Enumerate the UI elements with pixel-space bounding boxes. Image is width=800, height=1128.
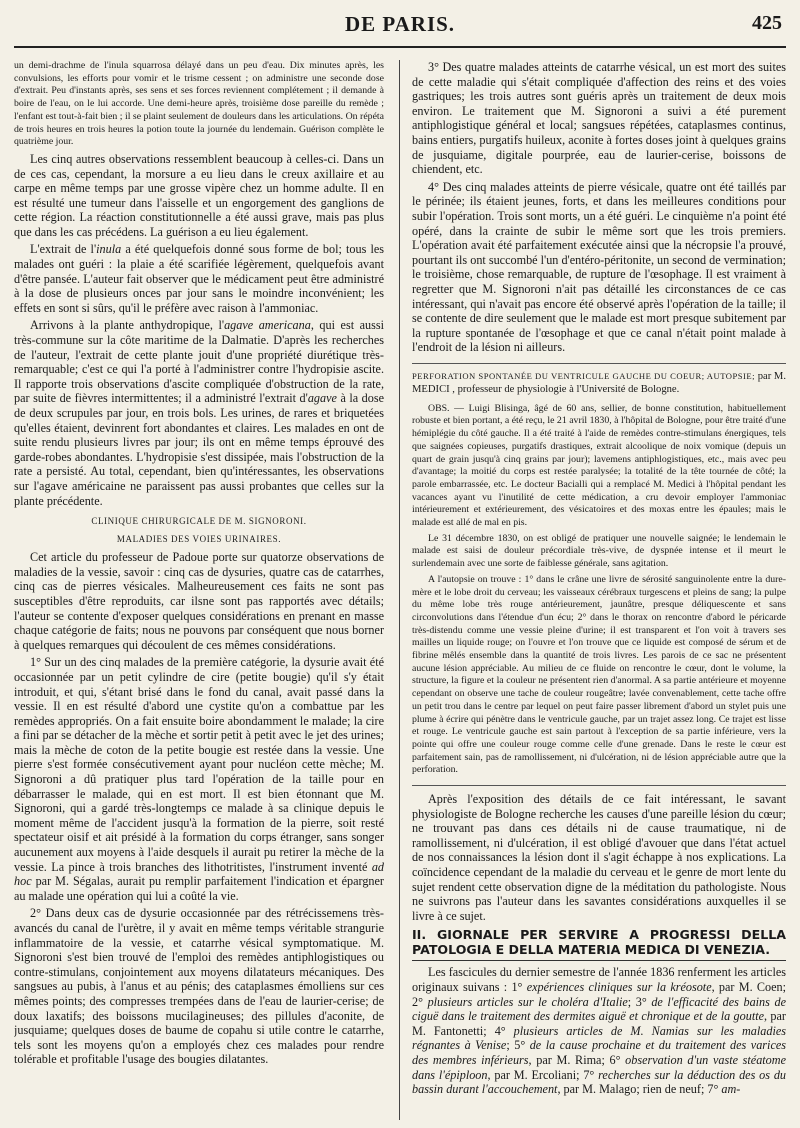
paragraph: Arrivons à la plante anthydropique, l'agave americana, qui est aussi très-commune sur la côte maritime de la Dalmatie. D'après les recherches de l'auteur, l'extrait de cette plante jouit d'une propriété diurétique très-remarquable; c'est ce qui l'a porté à l'administrer contre l'hydropisie ascite. Il rapporte trois observations d'ascite compliquée d'obstruction de la rate, par suite de fièvres intermittentes; il a administré l'extrait d'agave à la dose de deux scrupules par jour, en trois bols. Les urines, de rares et briquetées qu'elles étaient, devinrent fort abondantes et claires. Les malades en ont de suite rendu plusieurs livres par jour; ils ont en même temps éprouvé des garde-robes abondantes. L'hydropisie s'est dissipée, mais l'obstruction de la rate a persisté. Au total, cependant, bien qu'intéressantes, les observations sur l'agave américaine ne paraissent pas aussi probantes que celles sur la plante précédente.: [14, 318, 384, 508]
section-rule: [412, 785, 786, 786]
paragraph: Les fascicules du dernier semestre de l'année 1836 renferment les articles originaux suivans : 1° expériences cliniques sur la kréosote, par M. Coen; 2° plusieurs articles sur le choléra d'Italie; 3° de l'efficacité des bains de ciguë dans le traitement des dermites aiguë et chronique et de la goutte, par M. Fantonetti; 4° plusieurs articles de M. Namias sur les maladies régnantes à Venise; 5° de la cause prochaine et du traitement des varices des membres inférieurs, par M. Rima; 6° observation d'un vaste stéatome dans l'épiploon, par M. Ercoliani; 7° recherches sur la déduction des os du bassin durant l'accouchement, par M. Malago; rien de neuf; 7° am-: [412, 965, 786, 1097]
paragraph: Après l'exposition des détails de ce fait intéressant, le savant physiologiste de Bologne recherche les causes d'une pareille lésion du cœur; ne trouvant pas dans ces détails ni de cause traumatique, ni de ramollissement, ni d'ulcération, il est obligé d'avouer que dans l'état actuel de nos connaissances la lésion dont il s'agit échappe à nos explications. La coïncidence cependant de la maladie du cerveau et le genre de mort lente du sujet rendent cette observation digne de la méditation du pathologiste. Nous ne suivrons pas l'auteur dans les savantes considérations auxquelles il se livre à ce sujet.: [412, 792, 786, 923]
paragraph: 4° Des cinq malades atteints de pierre vésicale, quatre ont été taillés par le périnée; ils étaient jeunes, forts, et dans les meilleures conditions pour subir l'opération. Trois sont morts, un a été guéri. Le cinquième n'a point été opéré, dans la crainte de subir le même sort que les trois premiers. L'opération avait été parfaitement exécutée ainsi que la nécropsie l'a prouvé, pourtant ils ont succombé l'un d'entéro-péritonite, un second de vermination; le troisième, chose remarquable, de rupture de l'œsophage. Il est vraiment à regretter que M. Signoroni n'ait pas détaillé les circonstances de ce cas intéressant, qui n'avait pas encore été observé après l'opération de la taille; il se contente de dire seulement que le malade est mort presque subitement par la rupture spontanée de l'œsophage et que ce canal n'était point malade à l'endroit de la lésion ni ailleurs.: [412, 179, 786, 355]
paragraph: L'extrait de l'inula a été quelquefois donné sous forme de bol; tous les malades ont guéri : la plaie a été scarifiée légèrement, quelquefois avant d'être pansée. L'auteur fait observer que le médicament peut être administré à la dose de plusieurs onces par jour sans le moindre inconvénient; les effets en sont si sûrs, qu'il le préfère avec raison à l'ammoniac.: [14, 242, 384, 315]
article-heading: PERFORATION SPONTANÉE DU VENTRICULE GAUCHE DU COEUR; AUTOPSIE; par M. MEDICI , professeur de physiologie à l'Université de Bologne.: [412, 370, 786, 396]
section-heading: CLINIQUE CHIRURGICALE DE M. SIGNORONI.: [91, 516, 307, 527]
section-subheading: MALADIES DES VOIES URINAIRES.: [116, 534, 282, 545]
paragraph: 2° Dans deux cas de dysurie occasionnée par des rétrécissemens très-avancés du canal de l'urètre, il y avait en même temps véritable strangurie inflammatoire de la vessie, et catarrhe vésical symptomatique. M. Signoroni s'est bien trouvé de l'emploi des remèdes antiphlogistiques ou contre-stimulans, conjointement aux moyens dilatateurs mécaniques. Des sangsues au pubis, à l'anus et au pénis; des cataplasmes émolliens sur ces mêmes points; des compresses trempées dans de l'eau de laurier-cerise; de doux laxatifs; des boissons mucilagineuses; des pillules d'aconite, de jusquiame; quelques doses de baume de copahu si utile contre le catarrhe, tels sont les moyens qu'on a employés chez ces malades pour rendre tolérable et profitable l'usage des bougies dilatantes.: [14, 906, 384, 1067]
page-number: 425: [752, 12, 782, 34]
page-header: [14, 10, 786, 48]
running-title: DE PARIS.: [344, 12, 456, 36]
journal-heading: II. GIORNALE PER SERVIRE A PROGRESSI DELLA PATOLOGIA E DELLA MATERIA MEDICA DI VENEZIA.: [412, 927, 786, 961]
left-column: [14, 60, 384, 1120]
observation-paragraph: OBS. — Luigi Blisinga, âgé de 60 ans, sellier, de bonne constitution, habituellement robuste et bien portant, a été reçu, le 21 avril 1830, à l'hôpital de Bologne, pour être traité d'une hémiplégie du côté gauche. Il a été traité à l'aide de remèdes contre-stimulans énergiques, tels que saignées copieuses, purgatifs drastiques, extrait alcoolique de noix vomique (depuis un quart de grain jusqu'à cinq grains par jour); lavemens antiphlogistiques, etc., mais avec peu d'avantage; la moitié du corps est restée paralysée; la totalité de la tête tournée de côté; la parole embarrassée, etc. Le docteur Bacialli qui a remplacé M. Medici à l'hôpital pendant les vacances ayant vu l'inutilité de cette médication, a cru devoir employer l'ammoniac intérieurement et extérieurement, des vésicatoires et des moxas entre les épaules; mais le malade est allé de mal en pis.: [412, 402, 786, 529]
section-rule: [412, 363, 786, 364]
paragraph: 1° Sur un des cinq malades de la première catégorie, la dysurie avait été occasionnée par un petit cylindre de cire (petite bougie) qu'il s'y était introduit, et qui, s'étant brisé dans le fond du canal, avait passé dans la vessie. Il en est résulté d'abord une cystite qu'on a combattue par les remèdes appropriés. On a fait ensuite boire abondamment le malade; la cire a fini par se détacher de la mèche et sortir petit à petit avec le jet des urines; mais la mèche de coton de la petite bougie est restée dans la vessie. Une pierre s'est formée consécutivement ayant pour nucléon cette mèche; M. Signoroni a dû pratiquer plus tard l'opération de la taille pour en débarrasser le malade, qui en est mort. Il est bien étonnant que M. Signoroni, qui a gardé très-longtemps ce malade à sa clinique depuis le moment même de l'accident jusqu'à la formation de la pierre, soit resté spectateur oisif et ait présidé à la formation du corps étranger, sans songer aucunement aux moyens à l'aide desquels il aurait pu retirer la mèche de la vessie. La pince à trois branches des lithotritistes, l'instrument inventé ad hoc par M. Ségalas, aurait pu remplir parfaitement l'indication et épargner au malade une opération qui lui a coûté la vie.: [14, 655, 384, 903]
observation-paragraph: Le 31 décembre 1830, on est obligé de pratiquer une nouvelle saignée; le lendemain le malade est saisi de douleur précordiale très-vive, de dyspnée intense et il meurt le surlendemain avec une sorte de faiblesse générale, sans agitation.: [412, 532, 786, 570]
column-divider: [399, 60, 400, 1120]
observation-paragraph: A l'autopsie on trouve : 1° dans le crâne une livre de sérosité sanguinolente entre la dure-mère et le lobe droit du cerveau; les vaisseaux cérébraux turgescens et pleins de sang; la pulpe du même lobe très rouge antérieurement, jaunâtre, presque déliquescente et sans circonvolutions dans l'étendue d'un écu; 2° dans le thorax on rencontre d'abord le péricarde très-distendu comme une vessie pleine d'urine; il est transparent et l'on voit à travers ses mailles un liquide rouge; on l'ouvre et l'on trouve que ce liquide est composé de sérum et de fibrine mêlés ensemble dans la quantité de trois livres. Les parois de ce sac ne présentent aucune lésion appréciable. Au milieu de ce fluide on rencontre le cœur, dont le volume, la structure, la figure et la couleur ne présentent rien d'anormal. A sa partie antérieure et moyenne cependant on observe une tache de couleur rougeâtre; lavée convenablement, cette tache offre un petit trou dans le centre par lequel on peut faire passer librement d'abord un stylet puis une plume à écrire qui pénètre dans le ventricule gauche, par un trajet assez long. Ce trajet est lisse et rouge. Le ventricule gauche est sain partout à l'exception de sa partie inférieure, vers la pointe qui offre une couleur rouge comme celle d'une grenade. Dans le reste le cœur est parfaitement sain, pas de ramollissement, ni d'ulcération, ni de lésion appréciable autre que la perforation.: [412, 573, 786, 776]
paragraph: Les cinq autres observations ressemblent beaucoup à celles-ci. Dans un de ces cas, cependant, la morsure a eu lieu dans le creux axillaire et au carpe en même temps par une grosse vipère chez un homme adulte. Il en est résulté une tumeur dans l'aisselle et un engorgement des ganglions de cette région. La réaction constitutionnelle a été aussi grave, mais pas plus que dans les cas précédens. La guérison a eu lieu également.: [14, 151, 384, 239]
paragraph: Cet article du professeur de Padoue porte sur quatorze observations de maladies de la vessie, savoir : cinq cas de dysuries, quatre cas de catarrhes, cinq cas de pierres vésicales. Malheureusement ces faits ne sont pas susceptibles d'être reproduits, car ilsne sont pas rapportés avec détails; l'auteur se contente d'exposer quelques considérations en prenant en masse chaque catégorie de faits; nous ne pouvons par conséquent que nous borner à quelques remarques qui découlent de ces mêmes considérations.: [14, 550, 384, 652]
right-column: [412, 60, 786, 1120]
paragraph: 3° Des quatre malades atteints de catarrhe vésical, un est mort des suites de cette maladie qui s'était compliquée d'affection des reins et des voies gastriques; les trois autres sont guéris après un traitement de deux mois environ. Le traitement que M. Signoroni a suivi a été purement antiphlogistique général et local; sangsues répétées, cataplasmes continus, bains entiers, purgatifs huileux, aconite à fortes doses joint à quelques grains de jusquiame, digitale pourprée, eau de laurier-cerise, boissons de chiendent, etc.: [412, 60, 786, 177]
paragraph: un demi-drachme de l'inula squarrosa délayé dans un peu d'eau. Dix minutes après, les convulsions, les efforts pour vomir et le trisme cessent ; on administre une seconde dose d'extrait. Peu d'instants après, ses sens et ses forces reviennent complétement ; il demande à boire de l'eau, on le lui accorde. Une demi-heure après, troisième dose pareille du remède ; l'enfant est tout-à-fait bien ; il se plaint seulement de douleurs dans les articulations. On répéta de trois heures en trois heures la potion toute la journée du lendemain. Guérison complète le quatrième jour.: [14, 60, 384, 148]
